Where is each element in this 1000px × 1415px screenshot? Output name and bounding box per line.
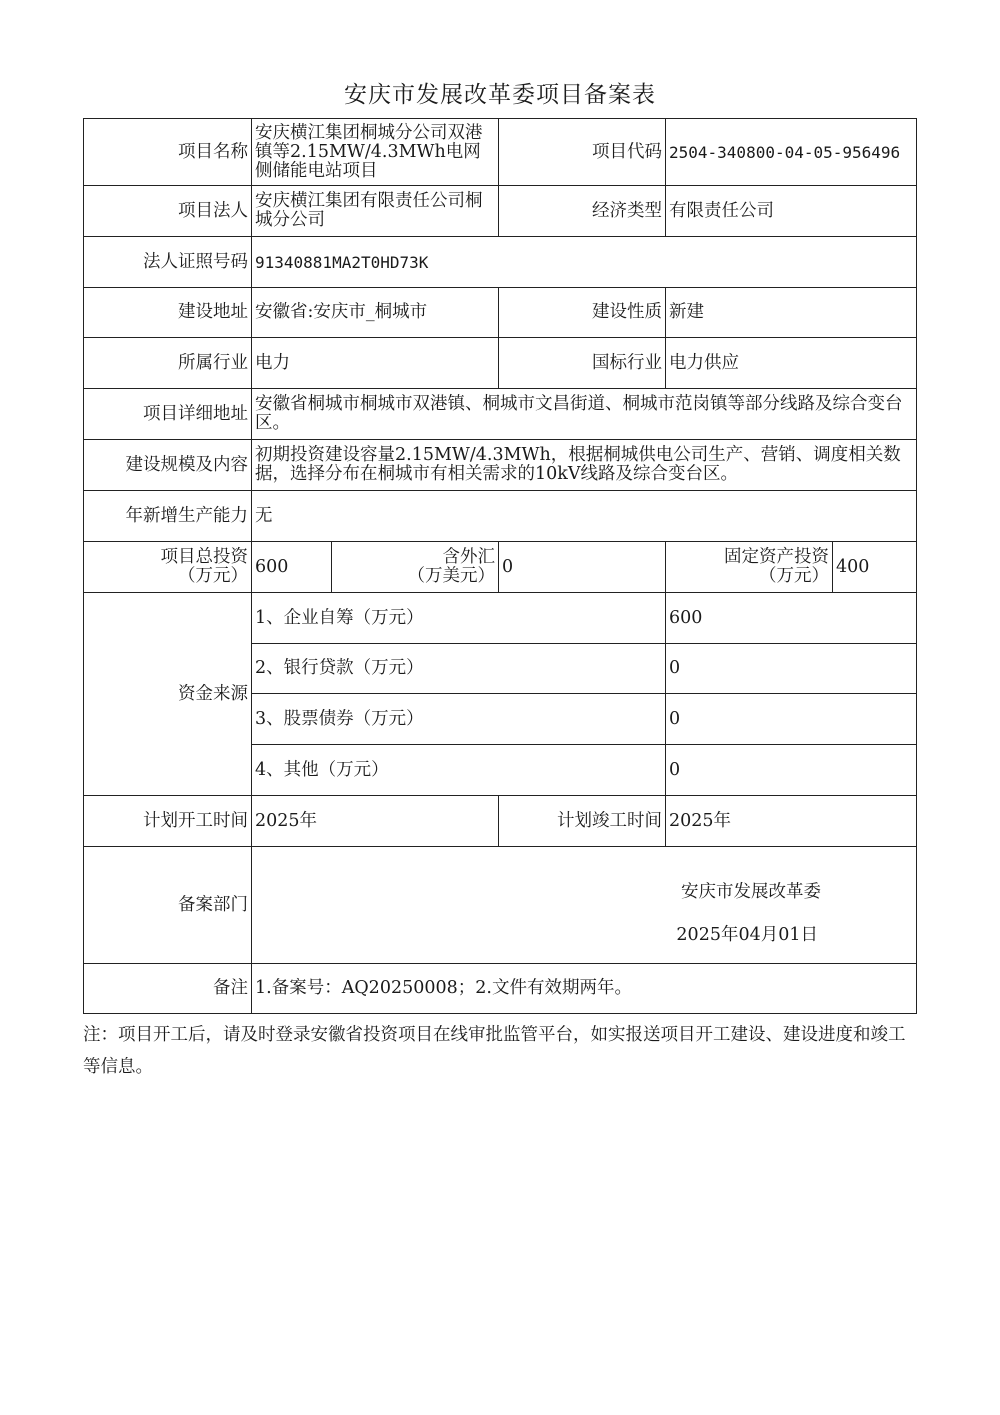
legal-person-value: 安庆横江集团有限责任公司桐城分公司	[252, 186, 499, 237]
capacity-label: 年新增生产能力	[84, 491, 252, 542]
start-time-value: 2025年	[252, 796, 499, 847]
department-cell	[252, 847, 917, 964]
gb-industry-value: 电力供应	[666, 338, 917, 389]
funding-item-value: 0	[666, 694, 917, 745]
row-license	[84, 237, 917, 288]
funding-item-value: 600	[666, 593, 917, 644]
row-investment	[84, 542, 917, 593]
economic-type-value: 有限责任公司	[666, 186, 917, 237]
fixed-assets-label-line1: 固定资产投资	[724, 547, 829, 567]
project-name-value: 安庆横江集团桐城分公司双港镇等2.15MW/4.3MWh电网侧储能电站项目	[252, 119, 499, 186]
funding-item-label: 2、银行贷款（万元）	[252, 644, 666, 694]
forex-label-line1: 含外汇	[442, 547, 495, 567]
forex-value: 0	[499, 542, 666, 593]
funding-item-value: 0	[666, 644, 917, 694]
industry-value: 电力	[252, 338, 499, 389]
funding-label: 资金来源	[84, 593, 252, 796]
department-label: 备案部门	[84, 847, 252, 964]
filing-form-table	[83, 118, 917, 1014]
remarks-label: 备注	[84, 964, 252, 1014]
row-project-name	[84, 119, 917, 186]
detail-address-value: 安徽省桐城市桐城市双港镇、桐城市文昌街道、桐城市范岗镇等部分线路及综合变台区。	[252, 389, 917, 440]
row-capacity	[84, 491, 917, 542]
fixed-assets-label	[666, 542, 833, 593]
row-detail-address	[84, 389, 917, 440]
row-schedule	[84, 796, 917, 847]
remarks-value: 1.备案号：AQ20250008；2.文件有效期两年。	[252, 964, 917, 1014]
funding-item-label: 3、股票债券（万元）	[252, 694, 666, 745]
economic-type-label: 经济类型	[499, 186, 666, 237]
fixed-assets-value: 400	[833, 542, 917, 593]
total-investment-label	[84, 542, 252, 593]
forex-label-line2: （万美元）	[407, 566, 495, 586]
detail-address-label: 项目详细地址	[84, 389, 252, 440]
row-funding-1	[84, 593, 917, 644]
row-legal-person	[84, 186, 917, 237]
page-title: 安庆市发展改革委项目备案表	[344, 82, 656, 108]
footnote: 注：项目开工后，请及时登录安徽省投资项目在线审批监管平台，如实报送项目开工建设、建设进度和竣工等信息。	[83, 1025, 906, 1077]
funding-item-label: 1、企业自筹（万元）	[252, 593, 666, 644]
gb-industry-label: 国标行业	[499, 338, 666, 389]
project-code-label: 项目代码	[499, 119, 666, 186]
row-location	[84, 288, 917, 338]
total-investment-value: 600	[252, 542, 332, 593]
row-department	[84, 847, 917, 964]
funding-item-label: 4、其他（万元）	[252, 745, 666, 796]
scale-value: 初期投资建设容量2.15MW/4.3MWh，根据桐城供电公司生产、营销、调度相关数据，选择分布在桐城市有相关需求的10kV线路及综合变台区。	[252, 440, 917, 491]
fixed-assets-label-line2: （万元）	[759, 566, 829, 586]
nature-label: 建设性质	[499, 288, 666, 338]
end-time-label: 计划竣工时间	[499, 796, 666, 847]
end-time-value: 2025年	[666, 796, 917, 847]
license-no-value: 91340881MA2T0HD73K	[252, 237, 917, 288]
location-value: 安徽省:安庆市_桐城市	[252, 288, 499, 338]
project-code-value: 2504-340800-04-05-956496	[666, 119, 917, 186]
legal-person-label: 项目法人	[84, 186, 252, 237]
industry-label: 所属行业	[84, 338, 252, 389]
location-label: 建设地址	[84, 288, 252, 338]
row-scale	[84, 440, 917, 491]
project-name-label: 项目名称	[84, 119, 252, 186]
filing-date: 2025年04月01日	[676, 925, 818, 945]
license-no-label: 法人证照号码	[84, 237, 252, 288]
start-time-label: 计划开工时间	[84, 796, 252, 847]
nature-value: 新建	[666, 288, 917, 338]
scale-label: 建设规模及内容	[84, 440, 252, 491]
department-name: 安庆市发展改革委	[681, 882, 821, 902]
row-industry	[84, 338, 917, 389]
total-investment-label-line2: （万元）	[178, 566, 248, 586]
funding-item-value: 0	[666, 745, 917, 796]
total-investment-label-line1: 项目总投资	[160, 547, 248, 567]
row-remarks	[84, 964, 917, 1014]
capacity-value: 无	[252, 491, 917, 542]
forex-label	[332, 542, 499, 593]
